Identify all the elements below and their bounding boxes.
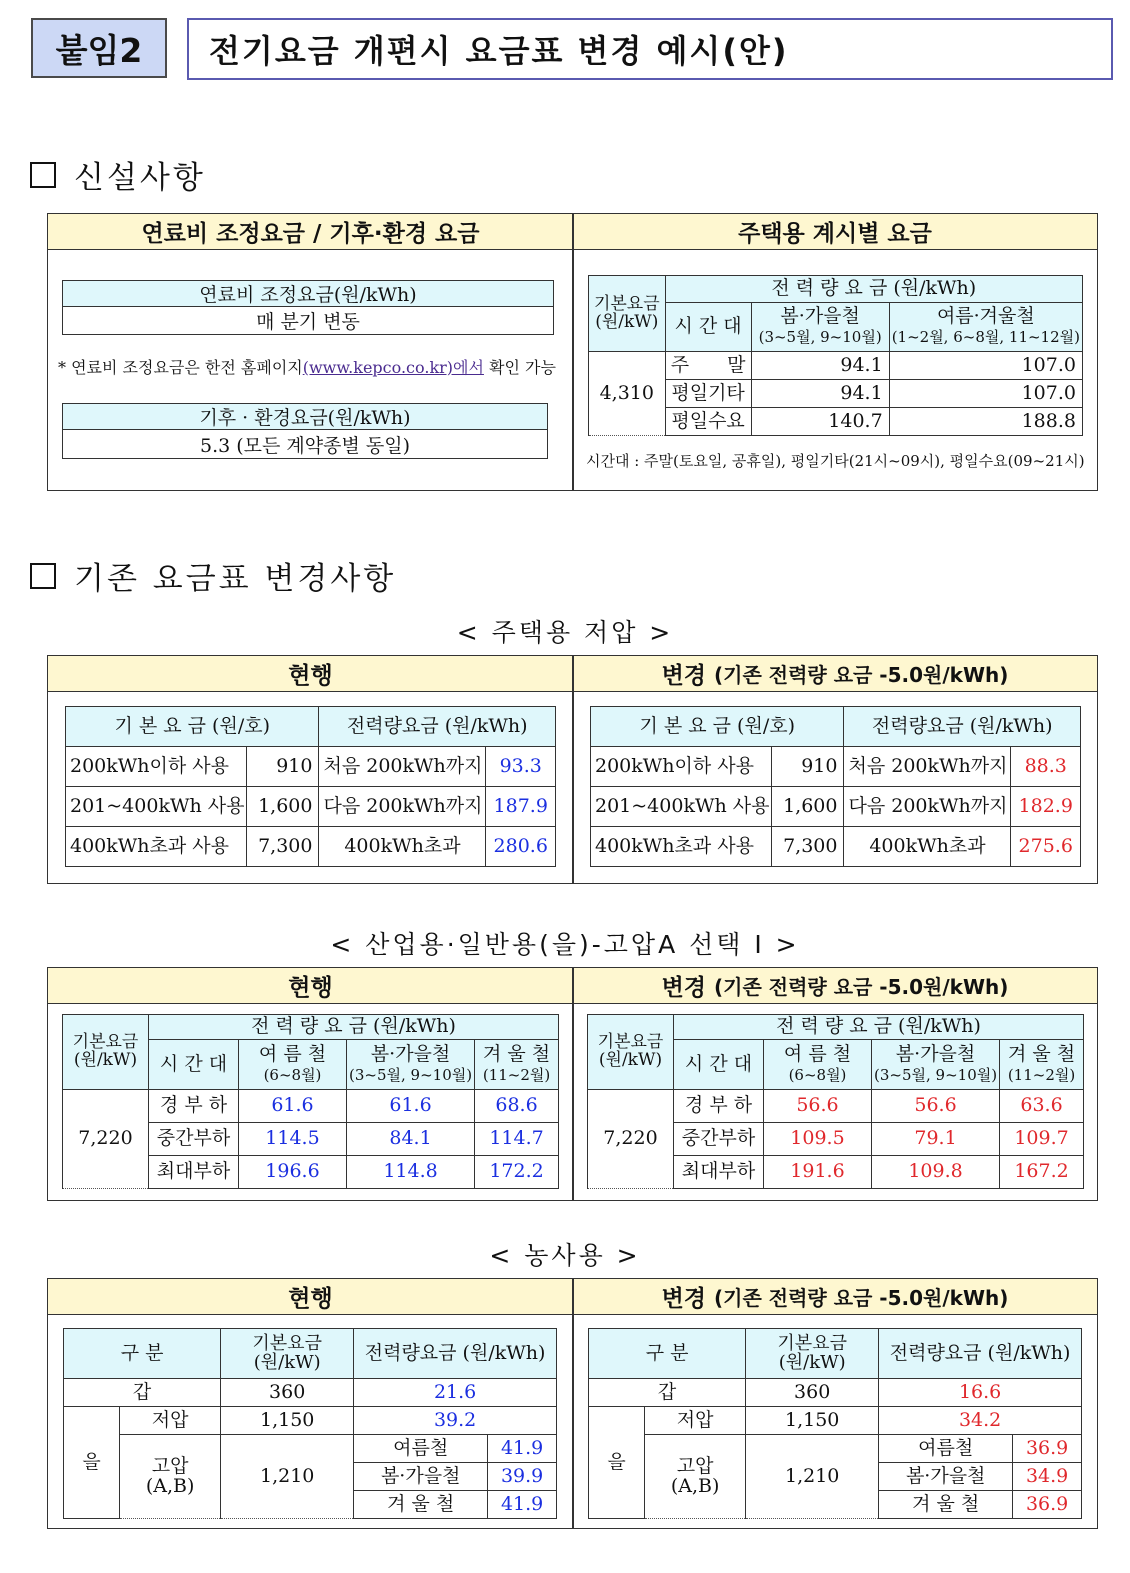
table-cell: 200kWh이하 사용 — [66, 747, 247, 787]
table-cell: 갑 — [64, 1379, 221, 1407]
table-row — [63, 1090, 559, 1123]
table-cell: 을 — [589, 1407, 645, 1519]
table-cell: 39.2 — [354, 1407, 557, 1435]
table-cell: 7,220 — [588, 1090, 674, 1189]
table-row — [589, 276, 1083, 303]
res-title: < 주택용 저압 > — [456, 618, 674, 647]
table-cell: 107.0 — [889, 380, 1082, 408]
table-header-cell: 기본요금 (원/kW) — [221, 1329, 354, 1379]
table-cell: 196.6 — [239, 1156, 347, 1189]
tou-table — [588, 275, 1083, 436]
agr-new-header: 변경 (기존 전력량 요금 -5.0원/kWh) — [573, 1279, 1097, 1315]
fuel-value: 매 분기 변동 — [62, 307, 554, 335]
table-row — [63, 1015, 559, 1040]
table-cell: 94.1 — [751, 352, 889, 380]
new-items-panel — [47, 213, 1098, 491]
table-cell: 275.6 — [1011, 827, 1081, 867]
tou-header: 주택용 계시별 요금 — [573, 214, 1097, 250]
table-cell: 저압 — [120, 1407, 221, 1435]
climate-value: 5.3 (모든 계약종별 동일) — [62, 430, 548, 459]
table-cell: 201~400kWh 사용 — [591, 787, 772, 827]
table-row — [588, 1015, 1084, 1040]
table-cell: 140.7 — [751, 408, 889, 436]
table-row — [589, 1407, 1082, 1435]
table-row — [64, 1407, 557, 1435]
attachment-tag: 붙임2 — [31, 18, 167, 78]
table-row — [591, 747, 1081, 787]
table-cell: 중간부하 — [674, 1123, 764, 1156]
table-row — [591, 707, 1081, 747]
table-cell: 겨 울 철 — [354, 1491, 488, 1519]
table-cell: 여름철 — [354, 1435, 488, 1463]
table-header-cell: 전력량요금 (원/kWh) — [354, 1329, 557, 1379]
table-header-cell: 여 름 철 (6~8월) — [764, 1040, 872, 1090]
table-cell: 400kWh초과 — [319, 827, 486, 867]
table-row — [64, 1435, 557, 1463]
table-cell: 68.6 — [475, 1090, 559, 1123]
table-cell: 400kWh초과 사용 — [591, 827, 772, 867]
table-cell: 여름철 — [879, 1435, 1013, 1463]
table-header-cell: 전력량요금 (원/kWh) — [319, 707, 556, 747]
table-cell: 다음 200kWh까지 — [844, 787, 1011, 827]
ind-current-table — [62, 1014, 559, 1189]
table-cell: 1,150 — [746, 1407, 879, 1435]
res-new-header: 변경 (기존 전력량 요금 -5.0원/kWh) — [573, 656, 1097, 692]
table-cell: 7,300 — [247, 827, 319, 867]
section-change — [30, 553, 396, 598]
table-row — [591, 787, 1081, 827]
table-header-cell: 구 분 — [589, 1329, 746, 1379]
table-cell: 56.6 — [872, 1090, 1000, 1123]
checkbox-icon — [30, 162, 56, 188]
section-change-title: 기존 요금표 변경사항 — [74, 561, 397, 597]
ind-current-header: 현행 — [48, 968, 573, 1004]
table-cell: 겨 울 철 — [879, 1491, 1013, 1519]
table-header-cell: 봄·가을철 (3~5월, 9~10월) — [872, 1040, 1000, 1090]
table-cell: 7,220 — [63, 1090, 149, 1189]
table-cell: 34.9 — [1013, 1463, 1082, 1491]
table-cell: 280.6 — [486, 827, 556, 867]
table-cell: 을 — [64, 1407, 120, 1519]
table-cell: 201~400kWh 사용 — [66, 787, 247, 827]
table-cell: 109.5 — [764, 1123, 872, 1156]
table-cell: 910 — [772, 747, 844, 787]
table-cell: 88.3 — [1011, 747, 1081, 787]
table-cell: 200kWh이하 사용 — [591, 747, 772, 787]
table-cell: 93.3 — [486, 747, 556, 787]
table-header-cell: 전력량요금 (원/kWh) — [844, 707, 1081, 747]
table-cell: 109.8 — [872, 1156, 1000, 1189]
table-cell: 4,310 — [589, 352, 666, 436]
table-cell: 1,210 — [221, 1435, 354, 1519]
table-row — [66, 707, 556, 747]
table-cell: 114.7 — [475, 1123, 559, 1156]
table-cell: 고압 (A,B) — [120, 1435, 221, 1519]
agr-panel — [47, 1278, 1098, 1529]
table-header-cell: 기본요금 (원/kW) — [63, 1015, 149, 1090]
table-cell: 봄·가을철 — [879, 1463, 1013, 1491]
table-cell: 39.9 — [488, 1463, 557, 1491]
table-header-cell: 시 간 대 — [674, 1040, 764, 1090]
table-cell: 16.6 — [879, 1379, 1082, 1407]
table-header-cell: 여 름 철 (6~8월) — [239, 1040, 347, 1090]
table-row — [66, 827, 556, 867]
table-cell: 갑 — [589, 1379, 746, 1407]
table-cell: 188.8 — [889, 408, 1082, 436]
fuel-label: 연료비 조정요금(원/kWh) — [62, 280, 554, 307]
table-cell: 경 부 하 — [674, 1090, 764, 1123]
table-cell: 평일수요 — [665, 408, 751, 436]
table-row — [64, 1379, 557, 1407]
tou-note: 시간대 : 주말(토요일, 공휴일), 평일기타(21시~09시), 평일수요(09~21시) — [586, 452, 1085, 470]
table-cell: 114.5 — [239, 1123, 347, 1156]
section-new — [30, 152, 206, 197]
table-cell: 1,150 — [221, 1407, 354, 1435]
table-header-cell: 전 력 량 요 금 (원/kWh) — [674, 1015, 1084, 1040]
table-cell: 109.7 — [1000, 1123, 1084, 1156]
agr-current-header: 현행 — [48, 1279, 573, 1315]
table-cell: 360 — [221, 1379, 354, 1407]
table-cell: 187.9 — [486, 787, 556, 827]
table-header-cell: 전 력 량 요 금 (원/kWh) — [665, 276, 1082, 303]
table-header-cell: 기본요금 (원/kW) — [588, 1015, 674, 1090]
table-header-cell: 전 력 량 요 금 (원/kWh) — [149, 1015, 559, 1040]
table-cell: 41.9 — [488, 1491, 557, 1519]
table-cell: 910 — [247, 747, 319, 787]
table-cell: 191.6 — [764, 1156, 872, 1189]
res-new-table — [590, 706, 1081, 867]
kepco-link[interactable]: (www.kepco.co.kr)에서 — [302, 358, 484, 377]
table-cell: 경 부 하 — [149, 1090, 239, 1123]
table-cell: 1,600 — [247, 787, 319, 827]
table-cell: 41.9 — [488, 1435, 557, 1463]
table-cell: 61.6 — [347, 1090, 475, 1123]
table-cell: 최대부하 — [674, 1156, 764, 1189]
table-cell: 1,210 — [746, 1435, 879, 1519]
table-cell: 1,600 — [772, 787, 844, 827]
page-title: 전기요금 개편시 요금표 변경 예시(안) — [187, 18, 1113, 80]
table-cell: 봄·가을철 — [354, 1463, 488, 1491]
table-cell: 182.9 — [1011, 787, 1081, 827]
ind-new-table — [587, 1014, 1084, 1189]
table-header-cell: 기 본 요 금 (원/호) — [591, 707, 844, 747]
table-cell: 79.1 — [872, 1123, 1000, 1156]
table-row — [588, 1090, 1084, 1123]
checkbox-icon — [30, 563, 56, 589]
table-cell: 172.2 — [475, 1156, 559, 1189]
table-cell: 114.8 — [347, 1156, 475, 1189]
table-header-cell: 겨 울 철 (11~2월) — [475, 1040, 559, 1090]
table-cell: 84.1 — [347, 1123, 475, 1156]
table-row — [591, 827, 1081, 867]
table-row — [66, 747, 556, 787]
table-header-cell: 시 간 대 — [665, 303, 751, 352]
table-cell: 처음 200kWh까지 — [844, 747, 1011, 787]
table-cell: 36.9 — [1013, 1435, 1082, 1463]
table-cell: 167.2 — [1000, 1156, 1084, 1189]
table-cell: 고압 (A,B) — [645, 1435, 746, 1519]
climate-label: 기후 · 환경요금(원/kWh) — [62, 403, 548, 430]
table-cell: 처음 200kWh까지 — [319, 747, 486, 787]
table-header-cell: 봄·가을철 (3~5월, 9~10월) — [347, 1040, 475, 1090]
table-cell: 360 — [746, 1379, 879, 1407]
res-current-table — [65, 706, 556, 867]
table-header-cell: 겨 울 철 (11~2월) — [1000, 1040, 1084, 1090]
table-header-cell: 시 간 대 — [149, 1040, 239, 1090]
section-new-title: 신설사항 — [74, 160, 206, 196]
table-row — [66, 787, 556, 827]
table-header-cell: 전력량요금 (원/kWh) — [879, 1329, 1082, 1379]
ind-panel — [47, 967, 1098, 1201]
table-header-cell: 기 본 요 금 (원/호) — [66, 707, 319, 747]
table-header-cell: 봄·가을철 (3~5월, 9~10월) — [751, 303, 889, 352]
table-cell: 21.6 — [354, 1379, 557, 1407]
table-cell: 34.2 — [879, 1407, 1082, 1435]
table-cell: 저압 — [645, 1407, 746, 1435]
table-header-cell: 기본요금 (원/kW) — [746, 1329, 879, 1379]
table-cell: 94.1 — [751, 380, 889, 408]
agr-new-table — [588, 1328, 1082, 1519]
table-row — [589, 352, 1083, 380]
table-row — [589, 1435, 1082, 1463]
table-cell: 63.6 — [1000, 1090, 1084, 1123]
table-cell: 107.0 — [889, 352, 1082, 380]
res-current-header: 현행 — [48, 656, 573, 692]
table-row — [64, 1329, 557, 1379]
table-cell: 중간부하 — [149, 1123, 239, 1156]
table-cell: 400kWh초과 사용 — [66, 827, 247, 867]
table-cell: 다음 200kWh까지 — [319, 787, 486, 827]
table-cell: 36.9 — [1013, 1491, 1082, 1519]
fuel-note: * 연료비 조정요금은 한전 홈페이지(www.kepco.co.kr)에서 확인 가능 — [58, 358, 556, 377]
table-row — [589, 1329, 1082, 1379]
table-cell: 7,300 — [772, 827, 844, 867]
agr-current-table — [63, 1328, 557, 1519]
table-header-cell: 구 분 — [64, 1329, 221, 1379]
ind-title: < 산업용·일반용(을)-고압A 선택 I > — [330, 930, 800, 959]
fuel-climate-header: 연료비 조정요금 / 기후·환경 요금 — [48, 214, 573, 250]
table-cell: 400kWh초과 — [844, 827, 1011, 867]
table-cell: 최대부하 — [149, 1156, 239, 1189]
table-cell: 56.6 — [764, 1090, 872, 1123]
table-cell: 평일기타 — [665, 380, 751, 408]
table-row — [589, 1379, 1082, 1407]
ind-new-header: 변경 (기존 전력량 요금 -5.0원/kWh) — [573, 968, 1097, 1004]
res-panel — [47, 655, 1098, 884]
table-cell: 61.6 — [239, 1090, 347, 1123]
agr-title: < 농사용 > — [489, 1241, 641, 1270]
table-header-cell: 기본요금 (원/kW) — [589, 276, 666, 352]
table-cell: 주 말 — [665, 352, 751, 380]
table-header-cell: 여름·겨울철 (1~2월, 6~8월, 11~12월) — [889, 303, 1082, 352]
